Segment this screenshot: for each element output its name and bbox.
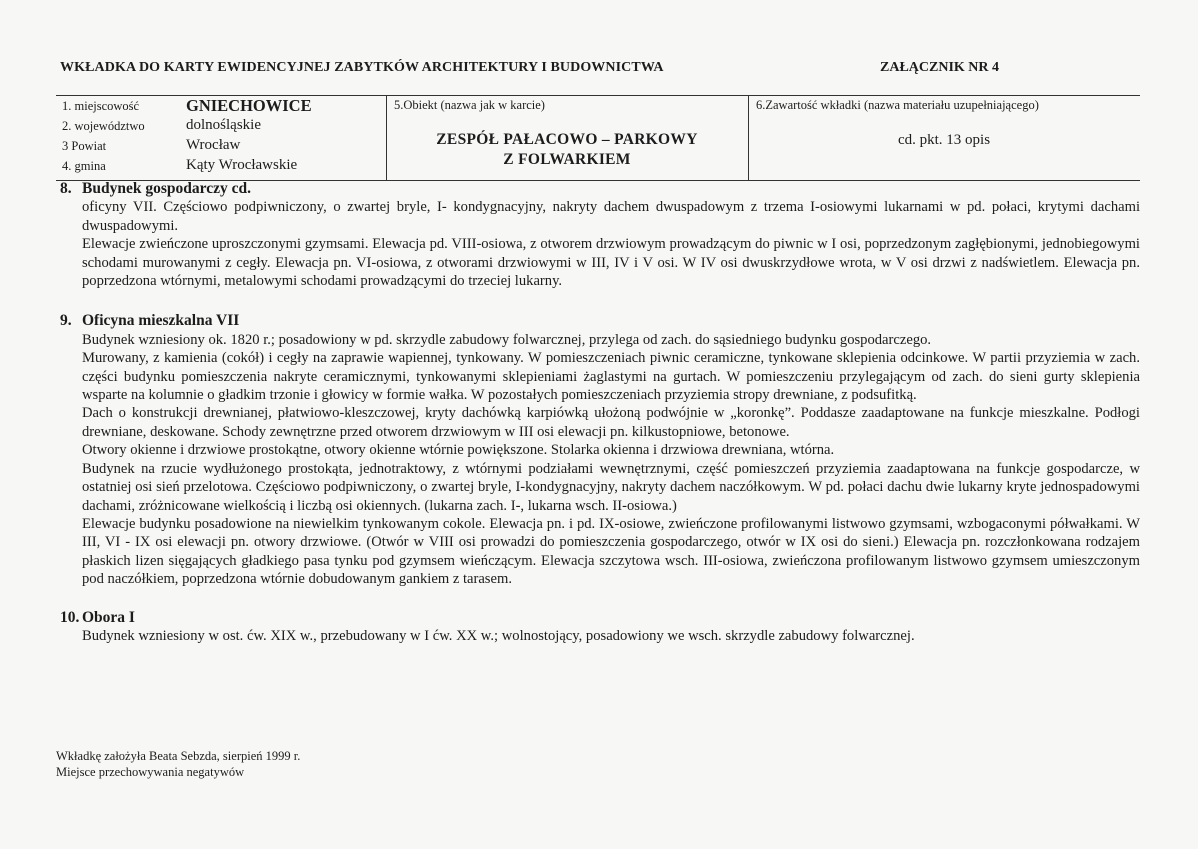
location-value: Kąty Wrocławskie [186, 157, 298, 173]
object-header: 5.Obiekt (nazwa jak w karcie) [394, 98, 545, 112]
location-label: 4. gmina [62, 159, 106, 173]
footer [56, 748, 300, 780]
section-8-paragraph-2: Elewacje zwieńczone uproszczonymi gzymsami. Elewacja pd. VIII-osiowa, z otworem drzwiowym prowadzącym do piwnic w I osi, poprzedzonym zagłębionymi, jednobiegowymi schodami murowanymi z cegły. Elewacja pn. VI-osiowa, z otworami drzwiowymi w III, IV i V osi. W IV osi dwuskrzydłowe wrota, w V osi drzwi z nadświetlem. Elewacja pn. poprzedzona wtórnymi, metalowymi schodami prowadzącymi do trzeciej lukarny. [82, 236, 1140, 290]
section-title: Budynek gospodarczy cd. [82, 180, 251, 197]
location-label: 3 Powiat [62, 139, 107, 153]
info-table [56, 95, 1140, 181]
section-10-paragraph-1: Budynek wzniesiony w ost. ćw. XIX w., przebudowany w I ćw. XX w.; wolnostojący, posadowiony we wsch. skrzydle zabudowy folwarcznej. [82, 627, 915, 644]
document-title: WKŁADKA DO KARTY EWIDENCYJNEJ ZABYTKÓW ARCHITEKTURY I BUDOWNICTWA [60, 60, 664, 75]
annex-number: ZAŁĄCZNIK NR 4 [880, 60, 1000, 75]
section-9-paragraph-1: Budynek wzniesiony ok. 1820 r.; posadowiony w pd. skrzydle zabudowy folwarcznej, przylega od zach. do sąsiedniego budynku gospodarczego. [82, 331, 932, 348]
contents-column [748, 96, 1140, 180]
section-9-paragraph-2: Murowany, z kamienia (cokół) i cegły na zaprawie wapiennej, tynkowany. W pomieszczeniach piwnic ceramiczne, tynkowane sklepienia odcinkowe. W partii przyziemia w zach. części budynku pomieszczenia nakryte ceramicznymi, tynkowanymi sklepieniami żaglastymi na gurtach. W pomieszczeniu przylegającym od zach. do sieni gurty sklepienia wsparte na kolumnie o gładkim trzonie i głowicy w formie wałka. W pozostałych pomieszczeniach przyziemia stropy drewniane, z podsufitką. [82, 350, 1140, 404]
location-value: GNIECHOWICE [186, 96, 312, 115]
location-value: Wrocław [186, 137, 241, 153]
location-label: 1. miejscowość [62, 99, 140, 113]
contents-header: 6.Zawartość wkładki (nazwa materiału uzupełniającego) [756, 98, 1039, 112]
author-note: Wkładkę założyła Beata Sebzda, sierpień 1999 r. [56, 749, 301, 763]
object-name [386, 130, 748, 170]
section-9-paragraph-3: Dach o konstrukcji drewnianej, płatwiowo-kleszczowej, kryty dachówką karpiówką ułożoną podwójnie w „koronkę”. Poddasze zaadaptowane na funkcje mieszkalne. Podłogi drewniane, deskowane. Schody zewnętrzne przed otworem drzwiowym w III osi elewacji pn. kilkustopniowe, betonowe. [82, 405, 1140, 440]
object-name-line1: ZESPÓŁ PAŁACOWO – PARKOWY [436, 131, 698, 148]
section-number: 10. [60, 608, 80, 626]
location-value: dolnośląskie [186, 117, 261, 133]
section-heading-9 [60, 312, 1140, 330]
location-column [56, 96, 387, 180]
section-9-paragraph-6: Elewacje budynku posadowione na niewielkim tynkowanym cokole. Elewacja pn. i pd. IX-osiowe, zwieńczone profilowanymi listwowo gzymsami, wzbogaconymi półwałkami. W III, VI - IX osi elewacji pn. otwory drzwiowe. (Otwór w VIII osi prowadzi do pomieszczenia gospodarczego, otwór w IX osi do sieni.) Elewacja pn. rozczłonkowana rodzajem płaskich lizen sięgających gładkiego pasa tynku pod gzymsem wieńczącym. Elewacja szczytowa wsch. III-osiowa, zwieńczona profilowanym listwowo gzymsem umieszczonym pod naczółkiem, poprzedzona wtórnie dobudowanym gankiem z tarasem. [82, 515, 1140, 588]
document-body [60, 180, 1140, 645]
location-label: 2. województwo [62, 119, 145, 133]
section-heading-8 [60, 180, 1140, 198]
section-number: 8. [60, 180, 72, 197]
section-8-paragraph-1: oficyny VII. Częściowo podpiwniczony, o zwartej bryle, I- kondygnacyjny, nakryty dachem dwuspadowym z trzema I-osiowymi lukarnami w pd. połaci, krytymi dachami dwuspadowymi. [82, 199, 1140, 234]
section-title: Obora I [82, 608, 135, 626]
negatives-location: Miejsce przechowywania negatywów [56, 765, 245, 779]
section-9-paragraph-4: Otwory okienne i drzwiowe prostokątne, otwory okienne wtórnie powiększone. Stolarka okienna i drzwiowa drewniana, wtórna. [82, 442, 835, 459]
object-name-line2: Z FOLWARKIEM [503, 151, 631, 168]
spacer [60, 589, 1140, 609]
section-heading-10 [60, 609, 1140, 627]
object-column [386, 96, 749, 180]
spacer [60, 290, 1140, 312]
section-title: Oficyna mieszkalna VII [82, 312, 240, 330]
section-number: 9. [60, 312, 72, 330]
contents-value: cd. pkt. 13 opis [897, 132, 991, 148]
section-9-paragraph-5: Budynek na rzucie wydłużonego prostokąta, jednotraktowy, z wtórnymi podziałami wewnętrznymi, część pomieszczeń przyziemia zaadaptowana na funkcje gospodarcze, w ostatniej osi sień przelotowa. Częściowo podpiwniczony, o zwartej bryle, I-kondygnacyjny, nakryty dachem naczółkowym. W pd. połaci dachu dwie lukarny kryte jednospadowymi dachami, zróżnicowane wielkością i liczbą osi okiennych. (lukarna zach. I-, lukarna wsch. II-osiowa.) [82, 460, 1140, 514]
